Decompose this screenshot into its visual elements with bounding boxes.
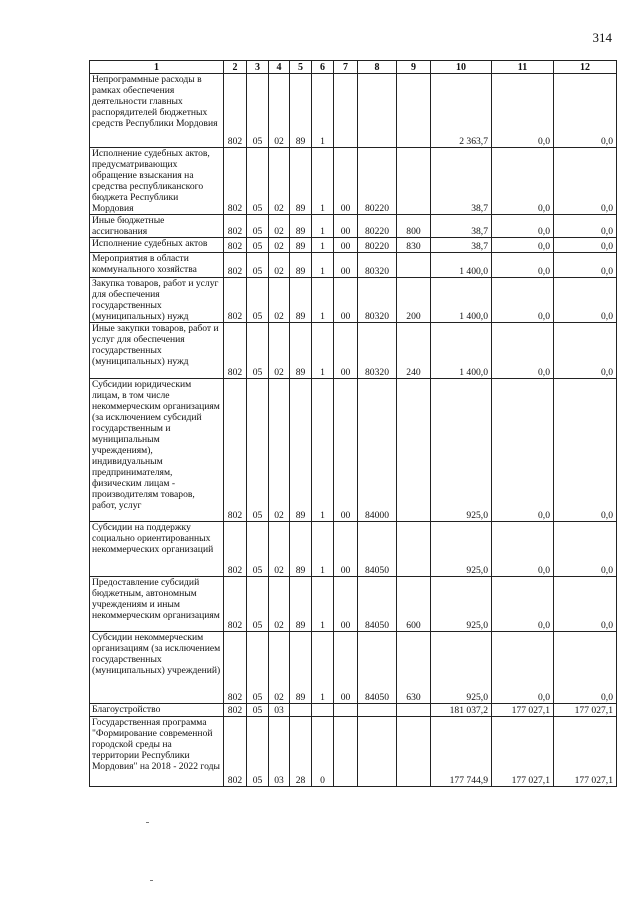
cell-col-9 — [397, 253, 431, 278]
cell-col-12: 0,0 — [554, 148, 617, 215]
cell-col-6: 1 — [312, 253, 334, 278]
cell-col-8: 80220 — [358, 238, 397, 253]
cell-col-5: 89 — [290, 522, 312, 577]
cell-col-12: 177 027,1 — [554, 704, 617, 717]
table-row — [90, 148, 617, 215]
cell-col-6: 1 — [312, 278, 334, 323]
cell-col-11: 0,0 — [492, 253, 554, 278]
cell-col-6: 1 — [312, 522, 334, 577]
cell-col-11: 0,0 — [492, 522, 554, 577]
cell-col-11: 0,0 — [492, 238, 554, 253]
column-header: 8 — [358, 61, 397, 74]
cell-col-9 — [397, 379, 431, 522]
cell-col-7: 00 — [334, 632, 358, 704]
cell-col-7: 00 — [334, 379, 358, 522]
cell-col-10: 925,0 — [431, 522, 492, 577]
cell-col-11: 0,0 — [492, 379, 554, 522]
cell-col-3: 05 — [247, 323, 269, 379]
table-row — [90, 717, 617, 787]
cell-col-5: 89 — [290, 253, 312, 278]
cell-col-10: 181 037,2 — [431, 704, 492, 717]
cell-col-9 — [397, 148, 431, 215]
cell-col-10: 1 400,0 — [431, 323, 492, 379]
cell-col-4: 02 — [269, 278, 290, 323]
column-header: 10 — [431, 61, 492, 74]
table-row — [90, 704, 617, 717]
table-row — [90, 632, 617, 704]
column-header: 6 — [312, 61, 334, 74]
cell-col-8: 84050 — [358, 577, 397, 632]
row-name-cell: Государственная программа "Формирование современной городской среды на территории Республики Мордовия" на 2018 - 2022 годы — [90, 717, 224, 787]
cell-col-9: 200 — [397, 278, 431, 323]
table-row — [90, 278, 617, 323]
cell-col-9: 240 — [397, 323, 431, 379]
cell-col-8 — [358, 74, 397, 148]
cell-col-6: 1 — [312, 632, 334, 704]
cell-col-6: 1 — [312, 379, 334, 522]
cell-col-10: 177 744,9 — [431, 717, 492, 787]
cell-col-2: 802 — [224, 704, 247, 717]
cell-col-9: 830 — [397, 238, 431, 253]
table-row — [90, 379, 617, 522]
cell-col-8: 84050 — [358, 522, 397, 577]
cell-col-11: 0,0 — [492, 148, 554, 215]
cell-col-5: 89 — [290, 379, 312, 522]
cell-col-5: 28 — [290, 717, 312, 787]
cell-col-4: 02 — [269, 148, 290, 215]
cell-col-11: 0,0 — [492, 632, 554, 704]
cell-col-12: 0,0 — [554, 379, 617, 522]
cell-col-4: 02 — [269, 253, 290, 278]
cell-col-3: 05 — [247, 704, 269, 717]
cell-col-8: 80220 — [358, 148, 397, 215]
cell-col-10: 38,7 — [431, 215, 492, 238]
cell-col-2: 802 — [224, 148, 247, 215]
table-row — [90, 253, 617, 278]
cell-col-4: 02 — [269, 632, 290, 704]
column-header: 12 — [554, 61, 617, 74]
cell-col-11: 0,0 — [492, 323, 554, 379]
cell-col-3: 05 — [247, 215, 269, 238]
cell-col-7 — [334, 704, 358, 717]
cell-col-4: 02 — [269, 522, 290, 577]
cell-col-4: 02 — [269, 215, 290, 238]
cell-col-4: 02 — [269, 323, 290, 379]
cell-col-10: 38,7 — [431, 148, 492, 215]
cell-col-10: 1 400,0 — [431, 278, 492, 323]
cell-col-3: 05 — [247, 632, 269, 704]
row-name-cell: Исполнение судебных актов, предусматривающих обращение взыскания на средства республиканского бюджета Республики Мордовия — [90, 148, 224, 215]
cell-col-5: 89 — [290, 148, 312, 215]
cell-col-4: 02 — [269, 238, 290, 253]
cell-col-8: 84000 — [358, 379, 397, 522]
row-name-cell: Субсидии юридическим лицам, в том числе некоммерческим организациям (за исключением субсидий государственным и муниципальным учреждениям), индивидуальным предпринимателям, физическим лицам - производителям товаров, работ, услуг — [90, 379, 224, 522]
cell-col-3: 05 — [247, 148, 269, 215]
cell-col-5: 89 — [290, 323, 312, 379]
cell-col-11: 0,0 — [492, 577, 554, 632]
cell-col-6: 1 — [312, 577, 334, 632]
cell-col-6: 1 — [312, 148, 334, 215]
cell-col-6 — [312, 704, 334, 717]
cell-col-9: 800 — [397, 215, 431, 238]
cell-col-10: 925,0 — [431, 632, 492, 704]
cell-col-8 — [358, 717, 397, 787]
cell-col-3: 05 — [247, 379, 269, 522]
cell-col-5: 89 — [290, 215, 312, 238]
cell-col-2: 802 — [224, 323, 247, 379]
cell-col-3: 05 — [247, 717, 269, 787]
table-row — [90, 215, 617, 238]
column-header: 4 — [269, 61, 290, 74]
cell-col-9: 630 — [397, 632, 431, 704]
cell-col-7 — [334, 74, 358, 148]
cell-col-3: 05 — [247, 74, 269, 148]
scan-speck — [146, 822, 149, 823]
cell-col-11: 0,0 — [492, 278, 554, 323]
cell-col-2: 802 — [224, 278, 247, 323]
cell-col-2: 802 — [224, 238, 247, 253]
cell-col-12: 0,0 — [554, 238, 617, 253]
cell-col-8: 80320 — [358, 253, 397, 278]
cell-col-7: 00 — [334, 148, 358, 215]
column-header: 5 — [290, 61, 312, 74]
cell-col-3: 05 — [247, 238, 269, 253]
cell-col-2: 802 — [224, 522, 247, 577]
row-name-cell: Субсидии на поддержку социально ориентированных некоммерческих организаций — [90, 522, 224, 577]
cell-col-5: 89 — [290, 577, 312, 632]
column-header: 3 — [247, 61, 269, 74]
table-header — [90, 61, 617, 74]
row-name-cell: Предоставление субсидий бюджетным, автономным учреждениям и иным некоммерческим организациям — [90, 577, 224, 632]
column-header: 9 — [397, 61, 431, 74]
cell-col-7: 00 — [334, 522, 358, 577]
cell-col-9 — [397, 522, 431, 577]
cell-col-2: 802 — [224, 379, 247, 522]
row-name-cell: Мероприятия в области коммунального хозяйства — [90, 253, 224, 278]
cell-col-5: 89 — [290, 278, 312, 323]
cell-col-10: 1 400,0 — [431, 253, 492, 278]
cell-col-9 — [397, 717, 431, 787]
cell-col-8 — [358, 704, 397, 717]
row-name-cell: Благоустройство — [90, 704, 224, 717]
cell-col-9: 600 — [397, 577, 431, 632]
row-name-cell: Исполнение судебных актов — [90, 238, 224, 253]
cell-col-4: 03 — [269, 717, 290, 787]
row-name-cell: Непрограммные расходы в рамках обеспечения деятельности главных распорядителей бюджетных средств Республики Мордовия — [90, 74, 224, 148]
table-row — [90, 323, 617, 379]
cell-col-5 — [290, 704, 312, 717]
cell-col-5: 89 — [290, 632, 312, 704]
cell-col-7: 00 — [334, 215, 358, 238]
cell-col-3: 05 — [247, 577, 269, 632]
cell-col-9 — [397, 74, 431, 148]
table-row — [90, 577, 617, 632]
row-name-cell: Иные закупки товаров, работ и услуг для обеспечения государственных (муниципальных) нужд — [90, 323, 224, 379]
row-name-cell: Субсидии некоммерческим организациям (за исключением государственных (муниципальных) учреждений) — [90, 632, 224, 704]
cell-col-5: 89 — [290, 238, 312, 253]
cell-col-12: 0,0 — [554, 74, 617, 148]
cell-col-10: 925,0 — [431, 577, 492, 632]
cell-col-8: 84050 — [358, 632, 397, 704]
column-header: 11 — [492, 61, 554, 74]
cell-col-12: 0,0 — [554, 323, 617, 379]
cell-col-12: 0,0 — [554, 522, 617, 577]
cell-col-12: 0,0 — [554, 253, 617, 278]
cell-col-11: 177 027,1 — [492, 704, 554, 717]
cell-col-2: 802 — [224, 253, 247, 278]
cell-col-4: 02 — [269, 379, 290, 522]
cell-col-7 — [334, 717, 358, 787]
scan-speck — [150, 880, 153, 881]
cell-col-8: 80220 — [358, 215, 397, 238]
cell-col-3: 05 — [247, 278, 269, 323]
column-header: 7 — [334, 61, 358, 74]
cell-col-6: 1 — [312, 74, 334, 148]
cell-col-12: 0,0 — [554, 215, 617, 238]
cell-col-7: 00 — [334, 253, 358, 278]
cell-col-3: 05 — [247, 253, 269, 278]
cell-col-2: 802 — [224, 577, 247, 632]
cell-col-8: 80320 — [358, 278, 397, 323]
cell-col-3: 05 — [247, 522, 269, 577]
cell-col-8: 80320 — [358, 323, 397, 379]
cell-col-6: 1 — [312, 238, 334, 253]
cell-col-2: 802 — [224, 74, 247, 148]
cell-col-6: 1 — [312, 323, 334, 379]
cell-col-7: 00 — [334, 278, 358, 323]
cell-col-4: 02 — [269, 577, 290, 632]
cell-col-10: 925,0 — [431, 379, 492, 522]
cell-col-7: 00 — [334, 238, 358, 253]
table-row — [90, 522, 617, 577]
cell-col-10: 38,7 — [431, 238, 492, 253]
cell-col-10: 2 363,7 — [431, 74, 492, 148]
cell-col-12: 0,0 — [554, 278, 617, 323]
cell-col-4: 03 — [269, 704, 290, 717]
cell-col-12: 0,0 — [554, 577, 617, 632]
cell-col-12: 0,0 — [554, 632, 617, 704]
cell-col-12: 177 027,1 — [554, 717, 617, 787]
cell-col-11: 0,0 — [492, 215, 554, 238]
table-row — [90, 238, 617, 253]
column-header: 2 — [224, 61, 247, 74]
cell-col-2: 802 — [224, 215, 247, 238]
header-row — [90, 61, 617, 74]
table-row — [90, 74, 617, 148]
cell-col-11: 177 027,1 — [492, 717, 554, 787]
cell-col-6: 0 — [312, 717, 334, 787]
cell-col-9 — [397, 704, 431, 717]
cell-col-4: 02 — [269, 74, 290, 148]
row-name-cell: Закупка товаров, работ и услуг для обеспечения государственных (муниципальных) нужд — [90, 278, 224, 323]
cell-col-7: 00 — [334, 323, 358, 379]
row-name-cell: Иные бюджетные ассигнования — [90, 215, 224, 238]
budget-table — [89, 60, 617, 787]
cell-col-2: 802 — [224, 717, 247, 787]
cell-col-5: 89 — [290, 74, 312, 148]
column-header: 1 — [90, 61, 224, 74]
cell-col-2: 802 — [224, 632, 247, 704]
page-number: 314 — [592, 30, 612, 45]
table-body — [90, 74, 617, 787]
cell-col-7: 00 — [334, 577, 358, 632]
cell-col-6: 1 — [312, 215, 334, 238]
cell-col-11: 0,0 — [492, 74, 554, 148]
